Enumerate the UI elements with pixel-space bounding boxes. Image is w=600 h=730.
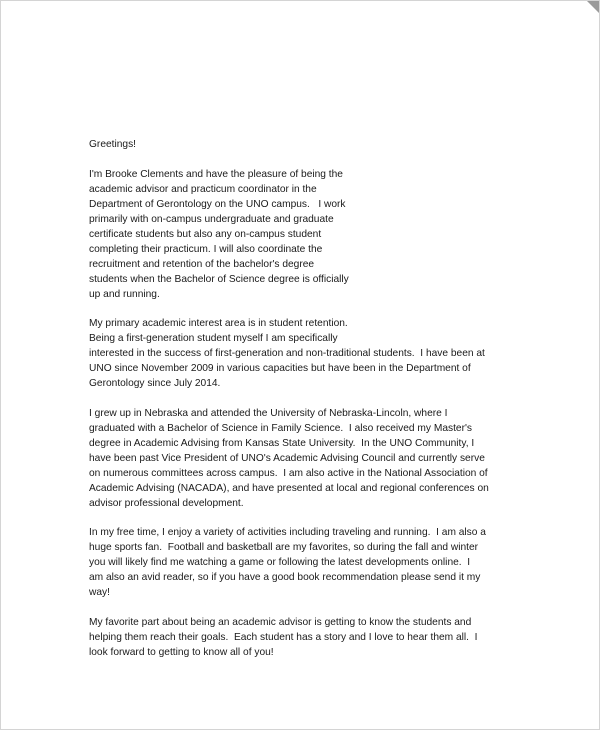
paragraph-closing — [89, 615, 529, 660]
paragraph-line: you will likely find me watching a game or following the latest developments online. I — [89, 557, 471, 568]
greeting: Greetings! — [89, 139, 136, 150]
paragraph-gap — [89, 511, 529, 526]
paragraph-line: degree in Academic Advising from Kansas State University. In the UNO Community, I — [89, 437, 475, 449]
paragraph-gap — [89, 391, 529, 406]
paragraph-introduction — [89, 167, 529, 302]
paragraph-line: My primary academic interest area is in student retention. — [89, 318, 348, 329]
paragraph-line: Being a first-generation student myself I am specifically — [89, 333, 338, 344]
paragraph-background — [89, 406, 529, 511]
paragraph-line: graduated with a Bachelor of Science in Family Science. I also received my Master's — [89, 422, 473, 434]
paragraph-line: have been past Vice President of UNO's Academic Advising Council and currently serve — [89, 452, 485, 464]
paragraph-academic-interest — [89, 316, 529, 391]
paragraph-line: up and running. — [89, 288, 160, 300]
letter-body — [89, 137, 529, 660]
paragraph-line: huge sports fan. Football and basketball are my favorites, so during the fall and winter — [89, 542, 479, 553]
paragraph-line: completing their practicum. I will also coordinate the — [89, 243, 323, 255]
paragraph-line: helping them reach their goals. Each student has a story and I love to hear them all. I — [89, 631, 478, 643]
paragraph-line: Department of Gerontology on the UNO campus. I work — [89, 198, 346, 210]
paragraph-gap — [89, 600, 529, 615]
paragraph-line: advisor professional development. — [89, 497, 244, 509]
paragraph-line: I grew up in Nebraska and attended the University of Nebraska-Lincoln, where I — [89, 407, 448, 419]
paragraph-line: UNO since November 2009 in various capacities but have been in the Department of — [89, 363, 471, 374]
paragraph-line: students when the Bachelor of Science degree is officially — [89, 273, 349, 285]
paragraph-gap — [89, 302, 529, 317]
paragraph-free-time — [89, 525, 529, 600]
paragraph-gap — [89, 152, 529, 167]
paragraph-line: am also an avid reader, so if you have a good book recommendation please send it my — [89, 572, 481, 583]
paragraph-line: look forward to getting to know all of you! — [89, 646, 274, 658]
paragraph-line: on numerous committees across campus. I am also active in the National Association of — [89, 467, 488, 479]
paragraph-line: academic advisor and practicum coordinator in the — [89, 183, 317, 195]
paragraph-line: certificate students but also any on-campus student — [89, 228, 322, 240]
paragraph-line: Gerontology since July 2014. — [89, 378, 221, 389]
paragraph-line: I'm Brooke Clements and have the pleasure of being the — [89, 168, 343, 180]
paragraph-line: interested in the success of first-generation and non-traditional students. I have been at — [89, 348, 485, 359]
paragraph-line: recruitment and retention of the bachelor's degree — [89, 258, 315, 270]
paragraph-line: primarily with on-campus undergraduate and graduate — [89, 213, 334, 225]
paragraph-line: In my free time, I enjoy a variety of activities including traveling and running. I am also a — [89, 527, 486, 538]
page-corner-fold — [587, 1, 599, 13]
paragraph-line: My favorite part about being an academic advisor is getting to know the students and — [89, 616, 472, 628]
paragraph-line: way! — [89, 587, 110, 598]
paragraph-line: Academic Advising (NACADA), and have presented at local and regional conferences on — [89, 482, 489, 494]
